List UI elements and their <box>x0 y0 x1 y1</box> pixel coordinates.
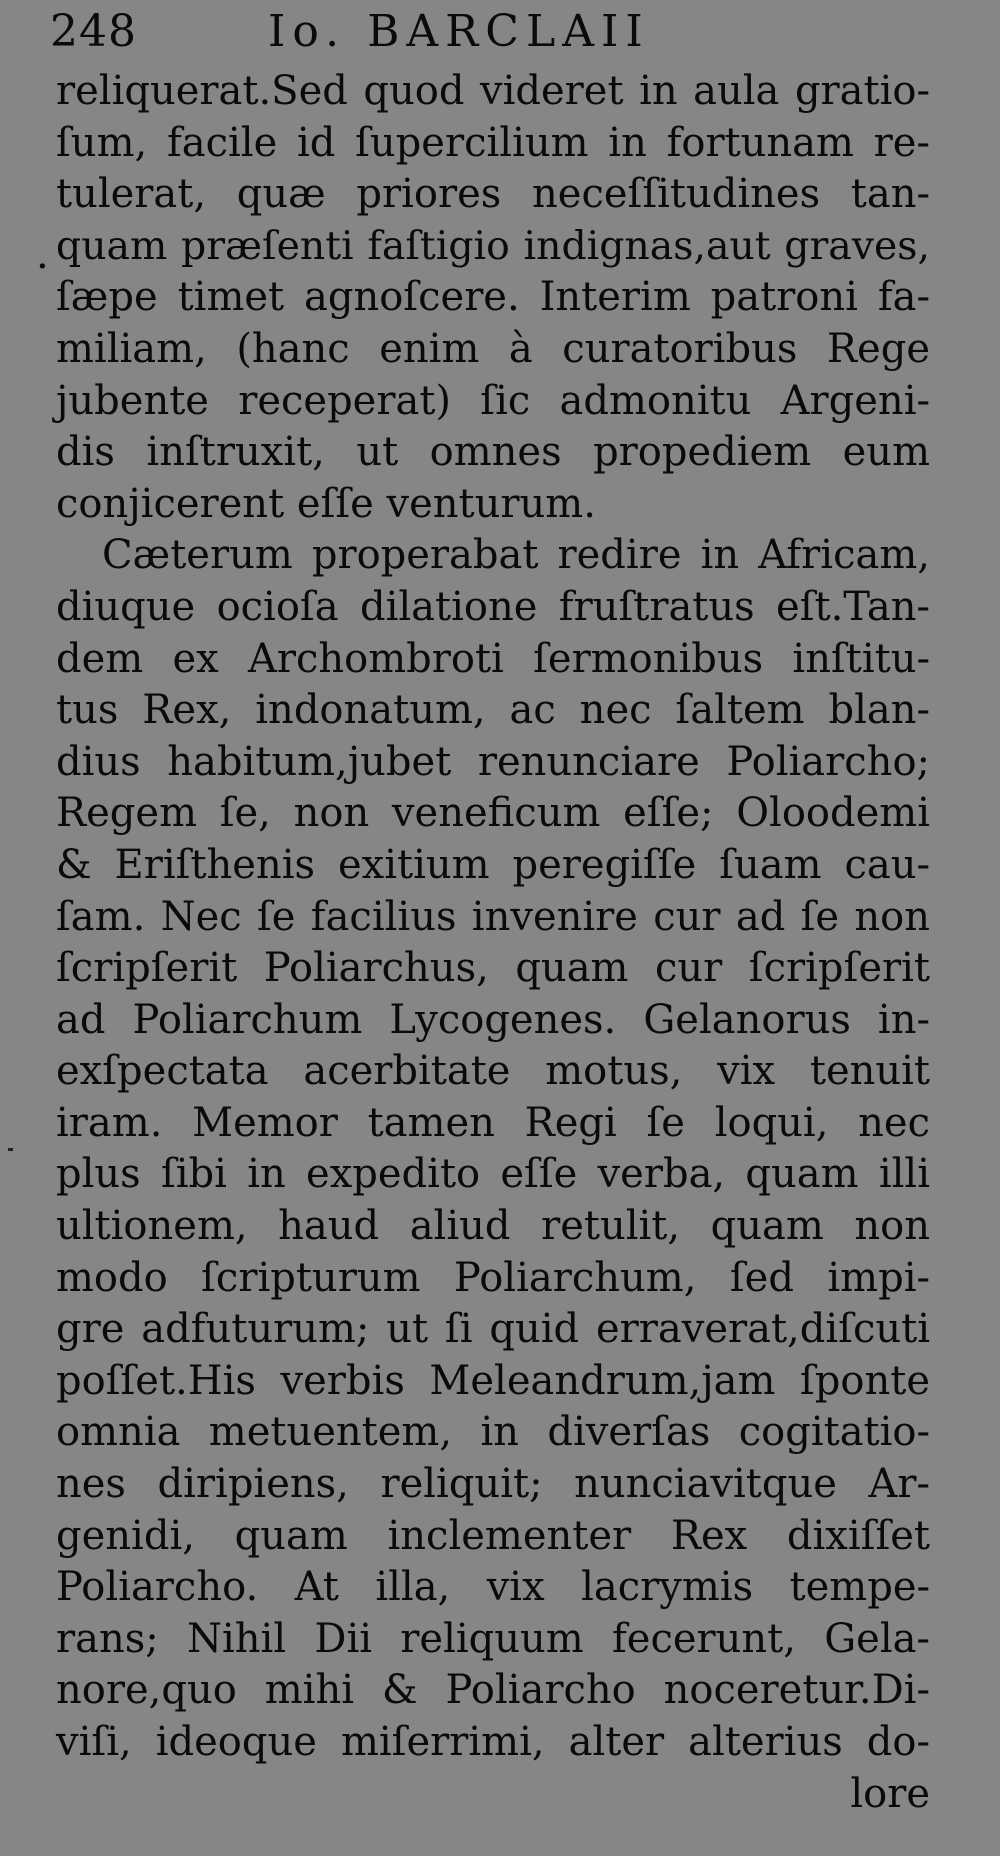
text-line: poſſet.His verbis Meleandrum,jam ſponte <box>56 1357 930 1404</box>
text-line: gre adfuturum; ut ſi quid erraverat,diſcuti <box>56 1306 930 1353</box>
text-line: tus Rex, indonatum, ac nec ſaltem blan- <box>56 687 930 734</box>
body-text <box>56 66 930 1820</box>
text-line: ſam. Nec ſe facilius invenire cur ad ſe non <box>56 893 930 940</box>
catchword: lore <box>850 1770 930 1817</box>
margin-mark: . <box>36 232 49 278</box>
text-line: nes diripiens, reliquit; nunciavitque Ar- <box>56 1461 930 1508</box>
text-line: dem ex Archombroti ſermonibus inſtitu- <box>56 635 930 682</box>
text-line: plus ſibi in expedito eſſe verba, quam illi <box>56 1151 930 1198</box>
text-line: ſcripſerit Poliarchus, quam cur ſcripſerit <box>56 945 930 992</box>
text-line: modo ſcripturum Poliarchum, ſed impi- <box>56 1254 930 1301</box>
text-line: jubente receperat) ſic admonitu Argeni- <box>56 377 930 424</box>
text-line: conjicerent eſſe venturum. <box>56 480 596 527</box>
text-line: rans; Nihil Dii reliquum fecerunt, Gela- <box>56 1615 930 1662</box>
text-line: ad Poliarchum Lycogenes. Gelanorus in- <box>56 996 930 1043</box>
text-line: reliquerat.Sed quod videret in aula gratio- <box>56 68 930 114</box>
page-number: 248 <box>50 6 137 57</box>
text-line: Regem ſe, non veneficum eſſe; Oloodemi <box>56 790 930 837</box>
text-line: ſæpe timet agnoſcere. Interim patroni fa- <box>56 274 930 321</box>
text-line: nore,quo mihi & Poliarcho noceretur.Di- <box>56 1667 930 1714</box>
text-line: exſpectata acerbitate motus, vix tenuit <box>56 1048 930 1095</box>
running-head: Io. BARCLAII <box>268 6 650 57</box>
text-line: viſi, ideoque miſerrimi, alter alterius do- <box>56 1719 930 1765</box>
text-line: ultionem, haud aliud retulit, quam non <box>56 1203 930 1250</box>
text-line: diuque ocioſa dilatione fruſtratus eſt.Tan- <box>56 583 930 630</box>
text-line: ſum, facile id ſupercilium in fortunam re- <box>56 119 930 166</box>
text-line: tulerat, quæ priores neceſſitudines tan- <box>56 171 930 218</box>
text-line: dis inſtruxit, ut omnes propediem eum <box>56 429 930 476</box>
text-line: iram. Memor tamen Regi ſe loqui, nec <box>56 1099 930 1146</box>
text-line: omnia metuentem, in diverſas cogitatio- <box>56 1409 930 1456</box>
margin-speck <box>8 1148 13 1151</box>
text-line: Poliarcho. At illa, vix lacrymis tempe- <box>56 1564 930 1611</box>
text-line: dius habitum,jubet renunciare Poliarcho; <box>56 738 930 785</box>
text-line: genidi, quam inclementer Rex dixiſſet <box>56 1512 930 1559</box>
paragraph-first-line: Cæterum properabat redire in Africam, <box>102 532 930 579</box>
text-line: quam præſenti faſtigio indignas,aut graves, <box>56 222 930 269</box>
text-line: & Eriſthenis exitium peregiſſe ſuam cau- <box>56 841 930 888</box>
text-line: miliam, (hanc enim à curatoribus Rege <box>56 325 930 372</box>
page-header <box>50 4 950 60</box>
